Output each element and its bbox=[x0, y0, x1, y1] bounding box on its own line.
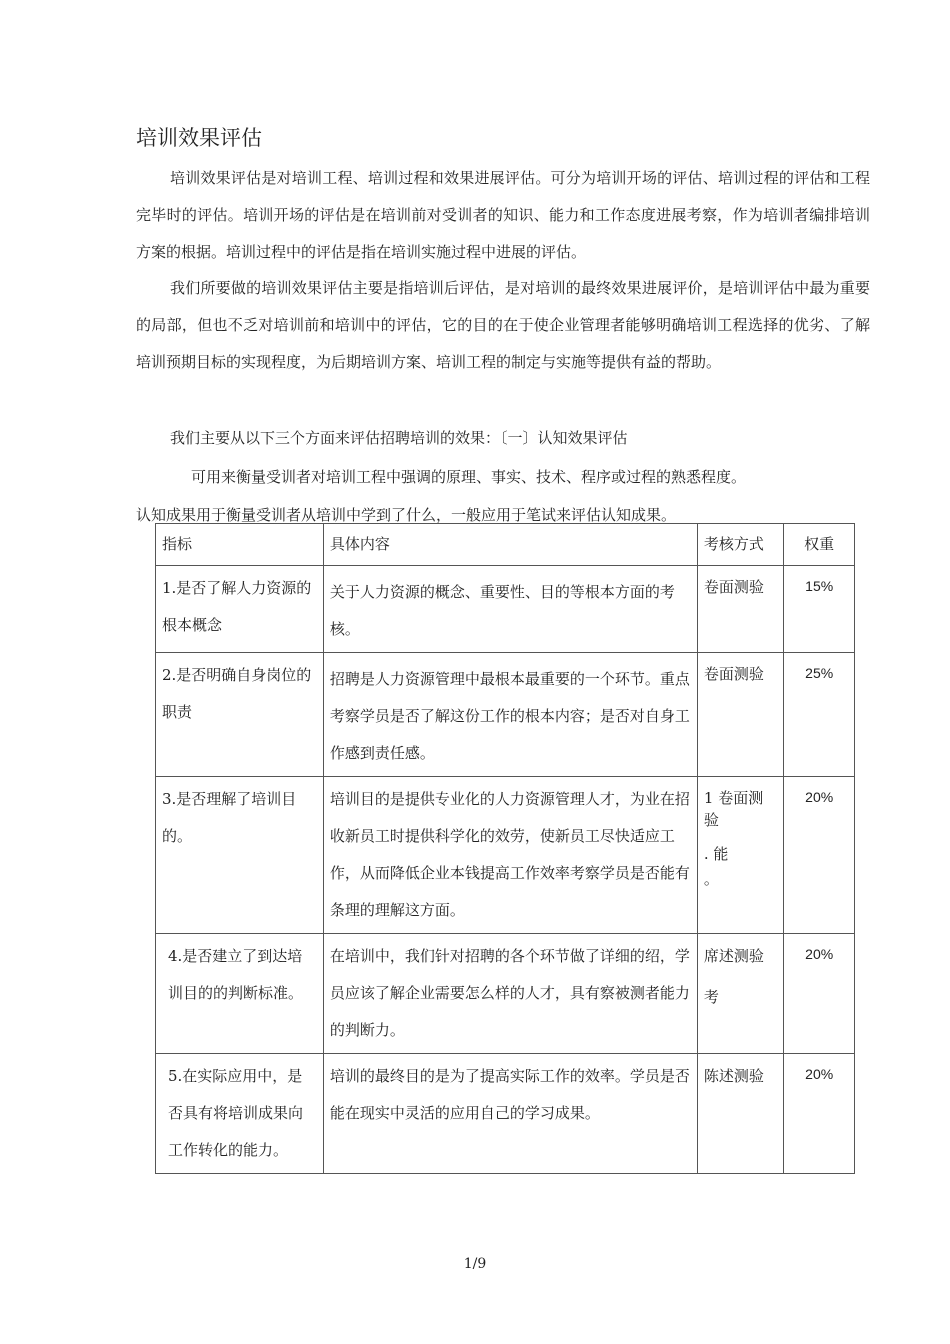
row-method-extra: . 能 bbox=[703, 845, 729, 863]
row-method-extra: 考 bbox=[703, 988, 719, 1006]
row-indicator: 5.在实际应用中，是否具有将培训成果向工作转化的能力。 bbox=[168, 1067, 304, 1159]
header-indicator: 指标 bbox=[162, 535, 193, 553]
header-content: 具体内容 bbox=[329, 535, 390, 553]
row-weight: 20% bbox=[805, 946, 834, 962]
paragraph-5: 认知成果用于衡量受训者从培训中学到了什么，一般应用于笔试来评估认知成果。 bbox=[136, 506, 677, 524]
paragraph-2: 我们所要做的培训效果评估主要是指培训后评估，是对培训的最终效果进展评价，是培训评估中最为重要的局部，但也不乏对培训前和培训中的评估，它的目的在于使企业管理者能够明确培训工程选择的优劣、了解培训预期目标的实现程度，为后期培训方案、培训工程的制定与实施等提供有益的帮助。 bbox=[136, 279, 870, 371]
row-weight: 20% bbox=[805, 1066, 834, 1082]
row-method-extra2: 。 bbox=[703, 870, 719, 888]
row-content: 招聘是人力资源管理中最根本最重要的一个环节。重点考察学员是否了解这份工作的根本内容；是否对自身工作感到责任感。 bbox=[329, 670, 690, 762]
paragraph-3: 我们主要从以下三个方面来评估招聘培训的效果：〔一〕认知效果评估 bbox=[170, 429, 628, 447]
row-method: 席述测验 bbox=[703, 947, 764, 965]
evaluation-table bbox=[155, 523, 855, 1174]
table-row bbox=[156, 1054, 855, 1174]
row-content: 在培训中，我们针对招聘的各个环节做了详细的绍，学员应该了解企业需要怎么样的人才，具有察被测者能力的判断力。 bbox=[329, 947, 690, 1039]
row-weight: 15% bbox=[805, 578, 834, 594]
table-row bbox=[156, 777, 855, 934]
doc-title: 培训效果评估 bbox=[136, 126, 262, 150]
row-content: 培训的最终目的是为了提高实际工作的效率。学员是否能在现实中灵活的应用自己的学习成果。 bbox=[329, 1067, 690, 1122]
row-indicator: 3.是否理解了培训目的。 bbox=[162, 790, 297, 845]
row-indicator: 2.是否明确自身岗位的职责 bbox=[162, 666, 312, 721]
row-indicator: 1.是否了解人力资源的根本概念 bbox=[162, 579, 312, 634]
table-row bbox=[156, 566, 855, 653]
row-method: 陈述测验 bbox=[703, 1067, 764, 1085]
row-weight: 20% bbox=[805, 789, 834, 805]
table-header-row bbox=[156, 524, 855, 566]
table-row bbox=[156, 934, 855, 1054]
row-method: 卷面测验 bbox=[703, 578, 764, 596]
table-row bbox=[156, 653, 855, 777]
page-number: 1/9 bbox=[463, 1256, 487, 1272]
row-method: 1 卷面测验 bbox=[703, 789, 764, 829]
row-weight: 25% bbox=[805, 665, 834, 681]
header-weight: 权重 bbox=[804, 535, 835, 553]
paragraph-1: 培训效果评估是对培训工程、培训过程和效果进展评估。可分为培训开场的评估、培训过程的评估和工程完毕时的评估。培训开场的评估是在培训前对受训者的知识、能力和工作态度进展考察，作为培训者编排培训方案的根据。培训过程中的评估是指在培训实施过程中进展的评估。 bbox=[136, 169, 870, 261]
paragraph-4: 可用来衡量受训者对培训工程中强调的原理、事实、技术、程序或过程的熟悉程度。 bbox=[191, 468, 747, 486]
row-indicator: 4.是否建立了到达培训目的的判断标准。 bbox=[168, 947, 304, 1002]
row-content: 关于人力资源的概念、重要性、目的等根本方面的考核。 bbox=[329, 583, 675, 638]
row-content: 培训目的是提供专业化的人力资源管理人才，为业在招收新员工时提供科学化的效劳，使新员工尽快适应工作，从而降低企业本钱提高工作效率考察学员是否能有条理的理解这方面。 bbox=[329, 790, 690, 919]
header-method: 考核方式 bbox=[703, 535, 764, 553]
row-method: 卷面测验 bbox=[703, 665, 764, 683]
